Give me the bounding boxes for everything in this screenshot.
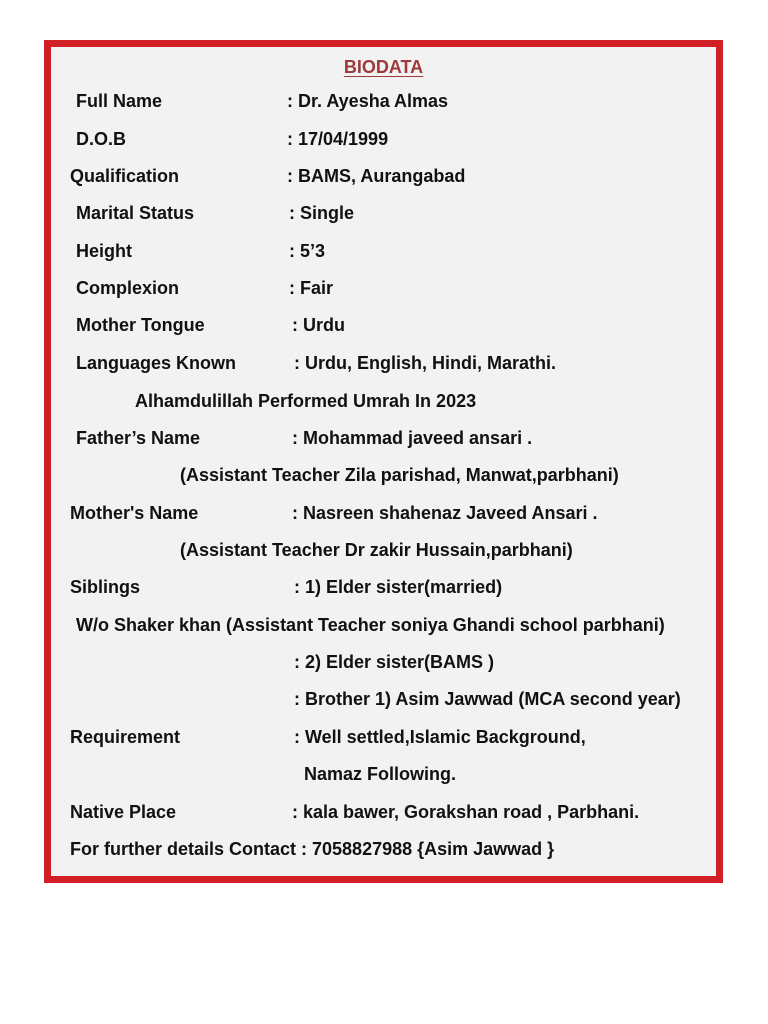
height-label: Height <box>76 241 132 261</box>
brother-value: : Brother 1) Asim Jawwad (MCA second year) <box>294 689 681 709</box>
mother-name-label: Mother's Name <box>70 503 199 523</box>
requirement-value: : Well settled,Islamic Background, <box>294 727 586 747</box>
siblings-label: Siblings <box>70 577 141 597</box>
languages-value: : Urdu, English, Hindi, Marathi. <box>294 353 557 373</box>
sibling-1-detail: W/o Shaker khan (Assistant Teacher soniya Ghandi school parbhani) <box>76 615 665 635</box>
father-name-value: : Mohammad javeed ansari . <box>292 428 533 448</box>
sibling-2-value: : 2) Elder sister(BAMS ) <box>294 652 495 672</box>
father-occupation: (Assistant Teacher Zila parishad, Manwat,parbhani) <box>180 465 619 485</box>
marital-status-value: : Single <box>289 203 355 223</box>
complexion-label: Complexion <box>76 278 180 298</box>
contact-line: For further details Contact : 7058827988 {Asim Jawwad } <box>70 839 555 859</box>
mother-name-value: : Nasreen shahenaz Javeed Ansari . <box>292 503 598 523</box>
complexion-value: : Fair <box>289 278 334 298</box>
mother-tongue-label: Mother Tongue <box>76 315 205 335</box>
marital-status-label: Marital Status <box>76 203 195 223</box>
full-name-label: Full Name <box>76 91 163 111</box>
native-place-label: Native Place <box>70 802 177 822</box>
requirement-value-cont: Namaz Following. <box>304 764 457 784</box>
dob-label: D.O.B <box>76 129 127 149</box>
requirement-label: Requirement <box>70 727 181 747</box>
biodata-title: BIODATA <box>343 57 424 77</box>
mother-tongue-value: : Urdu <box>292 315 345 335</box>
height-value: : 5’3 <box>289 241 326 261</box>
native-place-value: : kala bawer, Gorakshan road , Parbhani. <box>292 802 640 822</box>
mother-occupation: (Assistant Teacher Dr zakir Hussain,parbhani) <box>180 540 573 560</box>
full-name-value: : Dr. Ayesha Almas <box>287 91 449 111</box>
father-name-label: Father’s Name <box>76 428 201 448</box>
dob-value: : 17/04/1999 <box>287 129 389 149</box>
qualification-value: : BAMS, Aurangabad <box>287 166 466 186</box>
languages-label: Languages Known <box>76 353 237 373</box>
sibling-1-value: : 1) Elder sister(married) <box>294 577 503 597</box>
umrah-note: Alhamdulillah Performed Umrah In 2023 <box>135 391 477 411</box>
qualification-label: Qualification <box>70 166 180 186</box>
